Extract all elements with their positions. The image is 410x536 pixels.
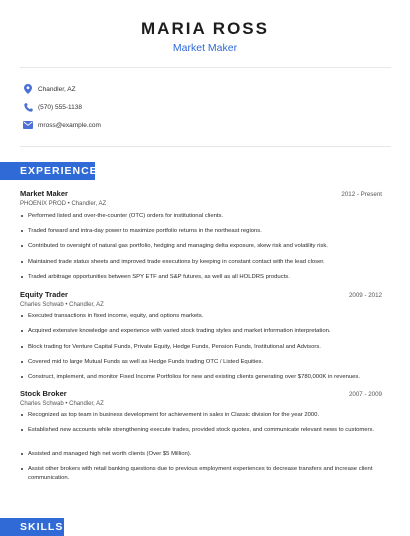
bullet-dot	[21, 361, 23, 363]
section-skills-label: SKILLS	[20, 521, 64, 533]
bullet-item: Construct, implement, and monitor Fixed Income Portfolios for new and existing clients generating over $780,000K in revenues.	[20, 373, 376, 382]
location-pin-icon	[20, 82, 36, 96]
bullet-dot	[21, 230, 23, 232]
bullet-item: Maintained trade status sheets and improved trade executions by keeping in constant contact with the lead closer.	[20, 258, 376, 267]
bullet-item: Covered mid to large Mutual Funds as well as Hedge Funds trading OTC / Listed Equities.	[20, 358, 376, 367]
section-skills	[0, 518, 64, 536]
job-title: Stock Broker	[20, 389, 67, 398]
contact-email	[20, 118, 101, 132]
email-text: mross@example.com	[38, 121, 101, 129]
phone-icon	[20, 100, 36, 114]
bullet-dot	[21, 346, 23, 348]
bullet-dot	[21, 376, 23, 378]
job-company: PHOENIX PROD • Chandler, AZ	[20, 201, 107, 207]
job-title: Equity Trader	[20, 290, 68, 299]
bullet-dot	[21, 468, 23, 470]
divider-top	[20, 67, 391, 68]
bullet-dot	[21, 276, 23, 278]
bullet-dot	[21, 429, 23, 431]
bullet-item: Established new accounts while strengthening execute trades, provided stock quotes, and communicate relevant news to customers.	[20, 426, 376, 435]
bullet-dot	[21, 330, 23, 332]
email-icon	[20, 118, 36, 132]
candidate-role: Market Maker	[172, 42, 238, 54]
bullet-item: Assist other brokers with retail banking questions due to previous employment experiences to decrease transfers and increase client communication.	[20, 465, 376, 482]
location-text: Chandler, AZ	[38, 85, 76, 93]
bullet-dot	[21, 315, 23, 317]
bullet-item: Block trading for Venture Capital Funds, Private Equity, Hedge Funds, Pension Funds, Institutional and Advisors.	[20, 343, 376, 352]
bullet-item: Traded arbitrage opportunities between SPY ETF and S&P futures, as well as all HOLDRS products.	[20, 273, 376, 282]
bullet-dot	[21, 215, 23, 217]
section-experience	[0, 162, 98, 180]
job-entry	[20, 189, 382, 207]
section-experience-label: EXPERIENCE	[20, 165, 98, 177]
bullet-item: Executed transactions in fixed income, equity, and options markets.	[20, 312, 376, 321]
bullet-item: Traded forward and intra-day power to maximize portfolio returns in the northeast regions.	[20, 227, 376, 236]
bullet-item: Acquired extensive knowledge and experience with varied stock trading styles and market information interpretation.	[20, 327, 376, 336]
job-entry	[20, 389, 382, 407]
job-dates: 2012 - Present	[341, 191, 382, 198]
bullet-dot	[21, 414, 23, 416]
divider-contact	[20, 146, 391, 147]
job-company: Charles Schwab • Chandler, AZ	[20, 401, 104, 407]
job-dates: 2009 - 2012	[348, 292, 382, 299]
bullet-item: Recognized as top team in business development for achievement in sales in Classic division for the year 2000.	[20, 411, 376, 420]
contact-phone	[20, 100, 82, 114]
bullet-item: Performed listed and over-the-counter (OTC) orders for institutional clients.	[20, 212, 376, 221]
job-company: Charles Schwab • Chandler, AZ	[20, 302, 104, 308]
job-title: Market Maker	[20, 189, 68, 198]
bullet-item: Contributed to oversight of natural gas portfolio, hedging and managing delta exposure, skew risk and volatility risk.	[20, 242, 376, 251]
job-entry	[20, 290, 382, 308]
bullet-dot	[21, 453, 23, 455]
bullet-dot	[21, 245, 23, 247]
candidate-name: MARIA ROSS	[141, 19, 269, 38]
job-dates: 2007 - 2009	[348, 391, 382, 398]
resume-header	[0, 0, 410, 55]
bullet-item: Assisted and managed high net worth clients (Over $5 Million).	[20, 450, 376, 459]
bullet-dot	[21, 261, 23, 263]
contact-location	[20, 82, 76, 96]
phone-text: (570) 555-1138	[38, 103, 82, 111]
